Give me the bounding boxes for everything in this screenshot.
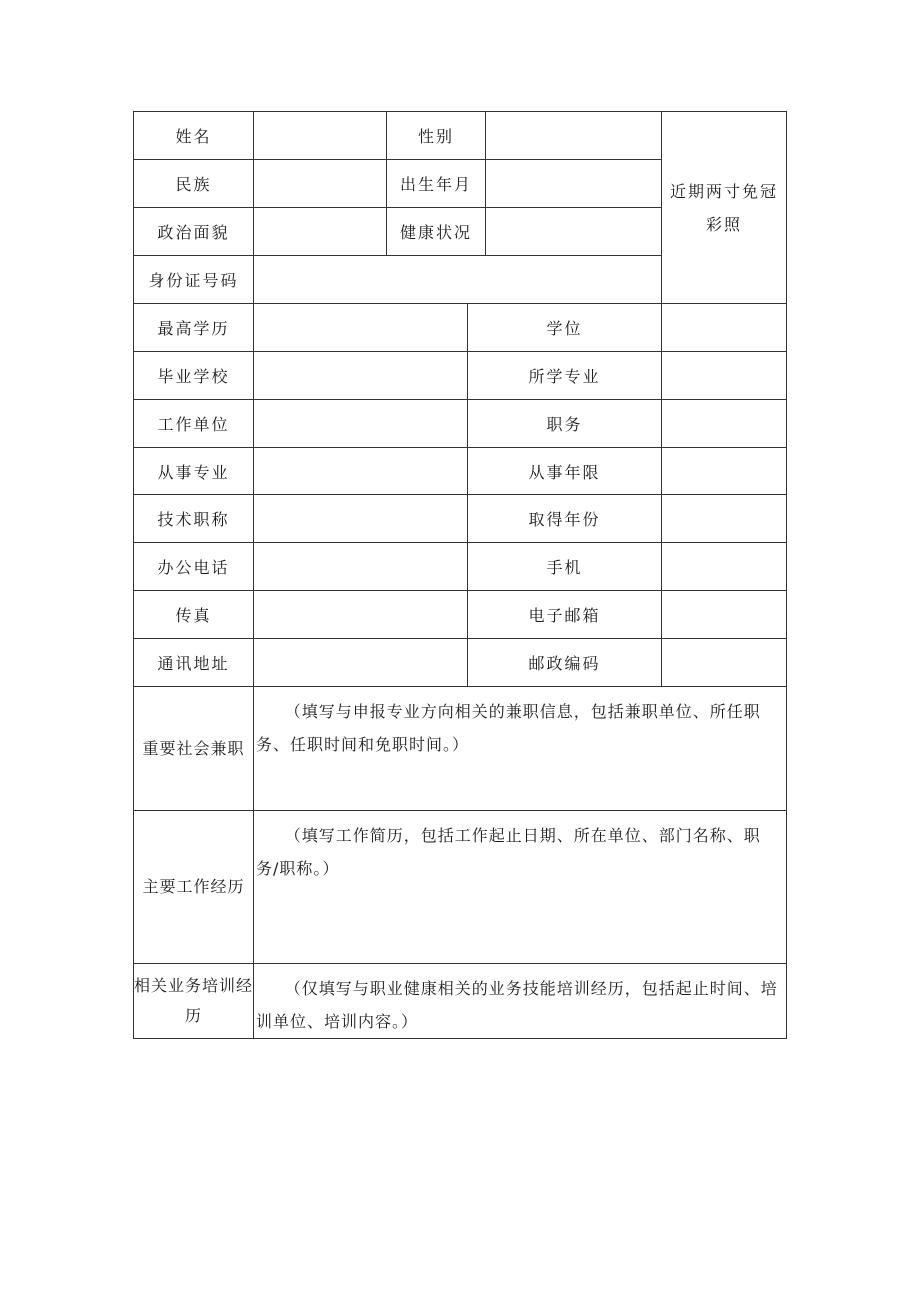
email-field[interactable] <box>662 591 787 639</box>
ethnicity-label: 民族 <box>134 160 254 208</box>
work-label: 主要工作经历 <box>134 811 254 964</box>
title-field[interactable] <box>254 495 468 543</box>
form-row <box>134 811 787 964</box>
name-field[interactable] <box>254 112 387 160</box>
office-phone-field[interactable] <box>254 543 468 591</box>
health-field[interactable] <box>486 208 662 256</box>
form-row <box>134 304 787 352</box>
training-label: 相关业务培训经历 <box>134 964 254 1039</box>
education-label: 最高学历 <box>134 304 254 352</box>
political-field[interactable] <box>254 208 387 256</box>
form-row <box>134 495 787 543</box>
name-label: 姓名 <box>134 112 254 160</box>
position-label: 职务 <box>468 400 662 448</box>
major-field[interactable] <box>662 352 787 400</box>
postcode-label: 邮政编码 <box>468 639 662 687</box>
years-label: 从事年限 <box>468 448 662 495</box>
degree-label: 学位 <box>468 304 662 352</box>
id-label: 身份证号码 <box>134 256 254 304</box>
employer-label: 工作单位 <box>134 400 254 448</box>
title-year-field[interactable] <box>662 495 787 543</box>
form-row <box>134 352 787 400</box>
form-row <box>134 687 787 811</box>
birth-field[interactable] <box>486 160 662 208</box>
school-field[interactable] <box>254 352 468 400</box>
form-row <box>134 400 787 448</box>
education-field[interactable] <box>254 304 468 352</box>
title-label: 技术职称 <box>134 495 254 543</box>
training-note-field[interactable]: （仅填写与职业健康相关的业务技能培训经历，包括起止时间、培训单位、培训内容。） <box>254 964 787 1039</box>
gender-label: 性别 <box>387 112 486 160</box>
postcode-field[interactable] <box>662 639 787 687</box>
photo-placeholder[interactable]: 近期两寸免冠彩照 <box>662 112 787 304</box>
specialty-field[interactable] <box>254 448 468 495</box>
position-field[interactable] <box>662 400 787 448</box>
social-label: 重要社会兼职 <box>134 687 254 811</box>
form-row <box>134 543 787 591</box>
employer-field[interactable] <box>254 400 468 448</box>
gender-field[interactable] <box>486 112 662 160</box>
major-label: 所学专业 <box>468 352 662 400</box>
degree-field[interactable] <box>662 304 787 352</box>
mobile-label: 手机 <box>468 543 662 591</box>
title-year-label: 取得年份 <box>468 495 662 543</box>
health-label: 健康状况 <box>387 208 486 256</box>
form-row <box>134 591 787 639</box>
work-note-field[interactable]: （填写工作简历，包括工作起止日期、所在单位、部门名称、职务/职称。） <box>254 811 787 964</box>
registration-form-table <box>133 111 787 1039</box>
address-field[interactable] <box>254 639 468 687</box>
fax-field[interactable] <box>254 591 468 639</box>
form-row <box>134 964 787 1039</box>
office-phone-label: 办公电话 <box>134 543 254 591</box>
mobile-field[interactable] <box>662 543 787 591</box>
specialty-label: 从事专业 <box>134 448 254 495</box>
school-label: 毕业学校 <box>134 352 254 400</box>
fax-label: 传真 <box>134 591 254 639</box>
email-label: 电子邮箱 <box>468 591 662 639</box>
id-field[interactable] <box>254 256 662 304</box>
ethnicity-field[interactable] <box>254 160 387 208</box>
birth-label: 出生年月 <box>387 160 486 208</box>
social-note-field[interactable]: （填写与申报专业方向相关的兼职信息，包括兼职单位、所任职务、任职时间和免职时间。） <box>254 687 787 811</box>
political-label: 政治面貌 <box>134 208 254 256</box>
address-label: 通讯地址 <box>134 639 254 687</box>
form-row <box>134 448 787 495</box>
form-row <box>134 639 787 687</box>
years-field[interactable] <box>662 448 787 495</box>
form-row <box>134 112 787 160</box>
